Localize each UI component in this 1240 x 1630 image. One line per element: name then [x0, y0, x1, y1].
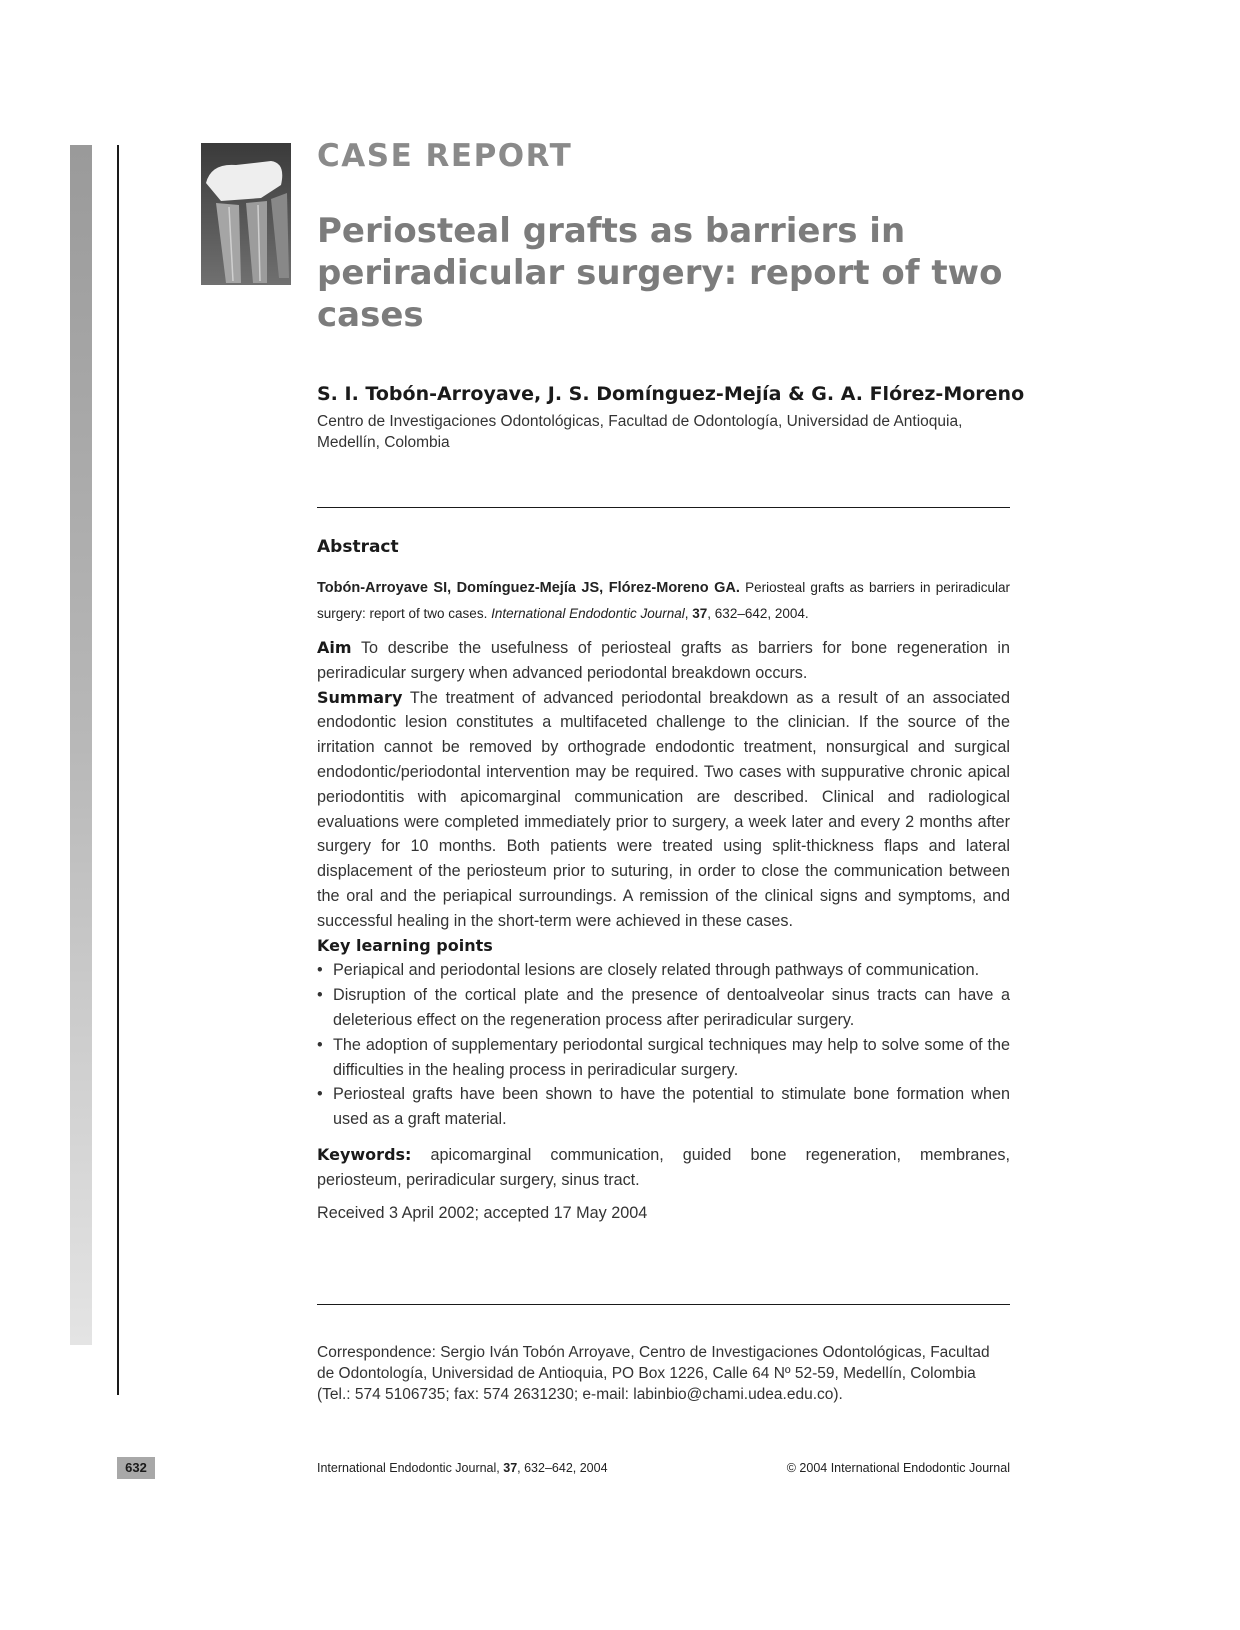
- footer-journal-name: International Endodontic Journal: [317, 1461, 497, 1475]
- citation-title: Periosteal grafts as barriers in periradicular surgery: report of two cases.: [317, 580, 1010, 621]
- affiliation: Centro de Investigaciones Odontológicas, Facultad de Odontología, Universidad de Antioquia, Medellín, Colombia: [317, 413, 963, 451]
- summary-paragraph: [317, 686, 1010, 934]
- footer-journal: International Endodontic Journal, 37, 632–642, 2004: [317, 1461, 608, 1475]
- citation-journal: International Endodontic Journal: [491, 606, 685, 621]
- key-points-list: [317, 958, 1010, 1132]
- aim-text: To describe the usefulness of periosteal grafts as barriers for bone regeneration in periradicular surgery when advanced periodontal breakdown occurs.: [317, 639, 1010, 682]
- aim-label: Aim: [317, 638, 352, 657]
- abstract-heading: Abstract: [317, 537, 399, 557]
- received-date: Received 3 April 2002; accepted 17 May 2004: [317, 1203, 648, 1222]
- xray-thumbnail: [201, 143, 291, 285]
- section-divider-top: [317, 507, 1010, 508]
- keywords-label: Keywords:: [317, 1144, 412, 1164]
- abstract-body: [317, 636, 1010, 1225]
- citation-authors: Tobón-Arroyave SI, Domínguez-Mejía JS, Flórez-Moreno GA.: [317, 580, 740, 596]
- summary-text: The treatment of advanced periodontal breakdown as a result of an associated endodontic lesion constitutes a multifaceted challenge to the clinician. If the source of the irritation cannot be removed by orthograde endodontic treatment, nonsurgical and surgical endodontic/periodontal intervention may be required. Two cases with suppurative chronic apical periodontitis with apicomarginal communication are described. Clinical and radiological evaluations were completed immediately prior to surgery, a week later and every 2 months after surgery for 10 months. Both patients were treated using split-thickness flaps and lateral displacement of the periosteum prior to suturing, in order to close the communication between the oral and the periapical surroundings. A remission of the clinical signs and symptoms, and successful healing in the short-term were achieved in these cases.: [317, 688, 1010, 930]
- key-point-item: • Disruption of the cortical plate and the presence of dentoalveolar sinus tracts can have a deleterious effect on the regeneration process after periradicular surgery.: [317, 983, 1010, 1033]
- summary-label: Summary: [317, 687, 403, 707]
- key-point-item: • Periapical and periodontal lesions are closely related through pathways of communication.: [317, 958, 1010, 983]
- decorative-gradient-bar: [70, 145, 92, 1345]
- margin-rule: [117, 145, 119, 1395]
- correspondence: Correspondence: Sergio Iván Tobón Arroyave, Centro de Investigaciones Odontológicas, Facultad de Odontología, Universidad de Antioquia, PO Box 1226, Calle 64 Nº 52-59, Medellín, Colombia (Tel.: 574 5106735; fax: 574 2631230; e-mail: labinbio@chami.udea.edu.co).: [317, 1344, 990, 1403]
- footer-copyright: © 2004 International Endodontic Journal: [786, 1461, 1010, 1475]
- article-type-label: CASE REPORT: [317, 138, 573, 174]
- footer-volume: 37: [503, 1461, 518, 1475]
- section-divider-bottom: [317, 1304, 1010, 1305]
- keywords-paragraph: [317, 1143, 1010, 1193]
- key-point-item: • Periosteal grafts have been shown to have the potential to stimulate bone formation when used as a graft material.: [317, 1082, 1010, 1132]
- keywords-text: apicomarginal communication, guided bone regeneration, membranes, periosteum, periradicular surgery, sinus tract.: [317, 1145, 1010, 1189]
- footer-pages: 632–642, 2004: [524, 1461, 608, 1475]
- key-points-heading: Key learning points: [317, 935, 493, 955]
- key-point-item: • The adoption of supplementary periodontal surgical techniques may help to solve some of the difficulties in the healing process in periradicular surgery.: [317, 1033, 1010, 1083]
- aim-paragraph: [317, 636, 1010, 686]
- page-number: 632: [117, 1457, 155, 1479]
- citation-pages: 632–642, 2004.: [714, 606, 809, 621]
- citation-volume: 37: [692, 606, 708, 621]
- author-list: S. I. Tobón-Arroyave, J. S. Domínguez-Mejía & G. A. Flórez-Moreno: [317, 383, 1025, 405]
- citation: Tobón-Arroyave SI, Domínguez-Mejía JS, Flórez-Moreno GA. Periosteal grafts as barriers in periradicular surgery: report of two cases. International Endodontic Journal, 37, 632–642, 2004.: [317, 580, 1010, 621]
- article-title: Periosteal grafts as barriers in periradicular surgery: report of two cases: [317, 211, 1003, 335]
